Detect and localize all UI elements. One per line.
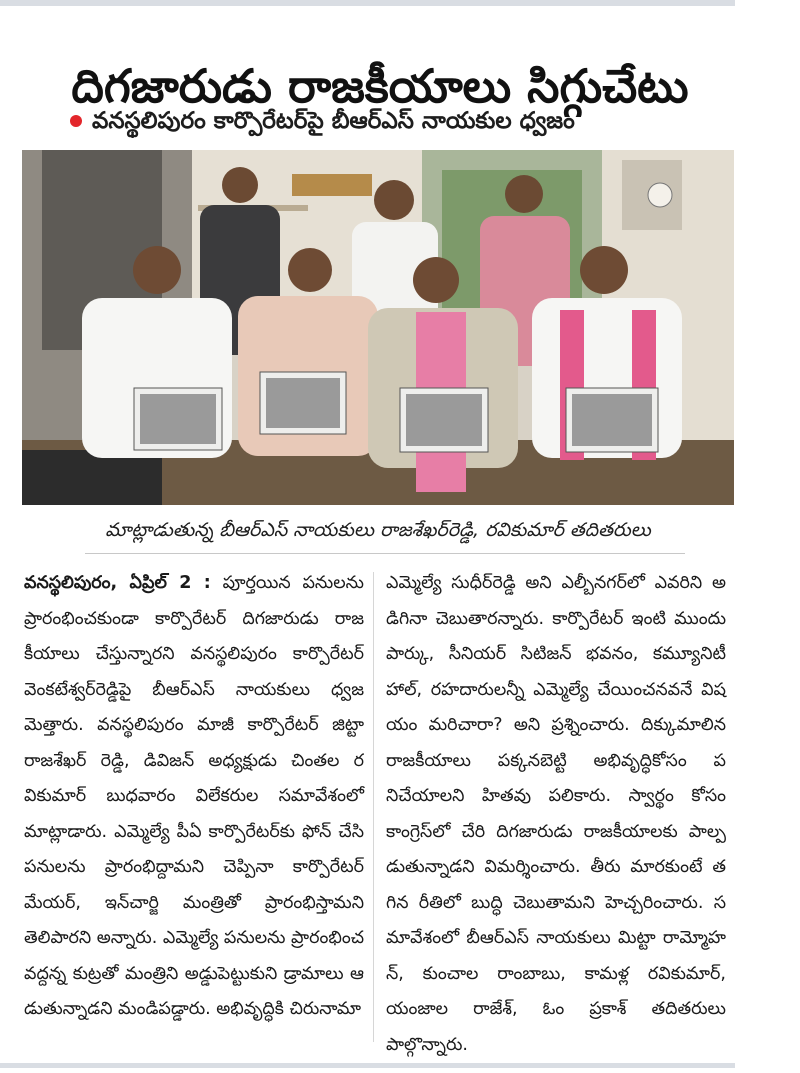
column-divider [373,572,374,1042]
article-column-right [386,566,726,1063]
article-column-left [24,566,364,1028]
article-body-right: ఎమ్మెల్యే సుధీర్‌రెడ్డి అని ఎల్బీనగర్‌లో ఎవరిని అడిగినా చెబుతారన్నారు. కార్పొరేటర్ ఇంటి ముందు పార్కు, సీనియర్ సిటిజన్ భవనం, కమ్యూనిటీ హాల్, రహదారులన్నీ ఎమ్మెల్యే చేయించనవనే విషయం మరిచారా? అని ప్రశ్నించారు. దిక్కుమాలిన రాజకీయాలు పక్కనబెట్టి అభివృద్ధికోసం పనిచేయాలని హితవు పలికారు. స్వార్థం కోసం కాంగ్రెస్‌లో చేరి దిగజారుడు రాజకీయాలకు పాల్పడుతున్నాడని విమర్శించారు. తీరు మారకుంటే తగిన రీతిలో బుద్ధి చెబుతామని హెచ్చరించారు. సమావేశంలో బీఆర్‌ఎస్ నాయకులు మిట్టా రామ్మోహన్, కుంచాల రాంబాబు, కామళ్ల రవికుమార్, యంజాల రాజేశ్, ఓం ప్రకాశ్ తదితరులు పాల్గొన్నారు. [386,573,726,1055]
bottom-rule [0,1063,735,1068]
article-body-left: పూర్తయిన పనులను ప్రారంభించకుండా కార్పొరేటర్ దిగజారుడు రాజకీయాలు చేస్తున్నారని వనస్థలిపురం కార్పొరేటర్ వెంకటేశ్వర్‌రెడ్డిపై బీఆర్‌ఎస్ నాయకులు ధ్వజమెత్తారు. వనస్థలిపురం మాజీ కార్పొరేటర్ జిట్టా రాజశేఖర్ రెడ్డి, డివిజన్ అధ్యక్షుడు చింతల రవికుమార్ బుధవారం విలేకరుల సమావేశంలో మాట్లాడారు. ఎమ్మెల్యే పీఏ కార్పొరేటర్‌కు ఫోన్ చేసి పనులను ప్రారంభిద్దామని చెప్పినా కార్పొరేటర్ మేయర్, ఇన్‌చార్జి మంత్రితో ప్రారంభిస్తామని తెలిపారని అన్నారు. ఎమ్మెల్యే పనులను ప్రారంభించవద్దన్న కుట్రతో మంత్రిని అడ్డుపెట్టుకుని డ్రామాలు ఆడుతున్నాడని మండిపడ్డారు. అభివృద్ధికి చిరునామా [24,573,364,1019]
news-photo-illustration [22,150,734,505]
subheadline-text: వనస్థలిపురం కార్పొరేటర్‌పై బీఆర్‌ఎస్ నాయకుల ధ్వజం [92,108,575,134]
dateline: వనస్థలిపురం, ఏప్రిల్ 2 : [24,573,211,593]
subheadline [70,104,710,138]
news-photo [22,150,734,505]
bullet-dot-icon [70,115,82,127]
top-rule [0,0,735,6]
headline: దిగజారుడు రాజకీయాలు సిగ్గుచేటు [71,58,689,113]
caption-divider [85,553,685,554]
photo-caption: మాట్లాడుతున్న బీఆర్‌ఎస్ నాయకులు రాజశేఖర్‌రెడ్డి, రవికుమార్ తదితరులు [105,519,651,541]
